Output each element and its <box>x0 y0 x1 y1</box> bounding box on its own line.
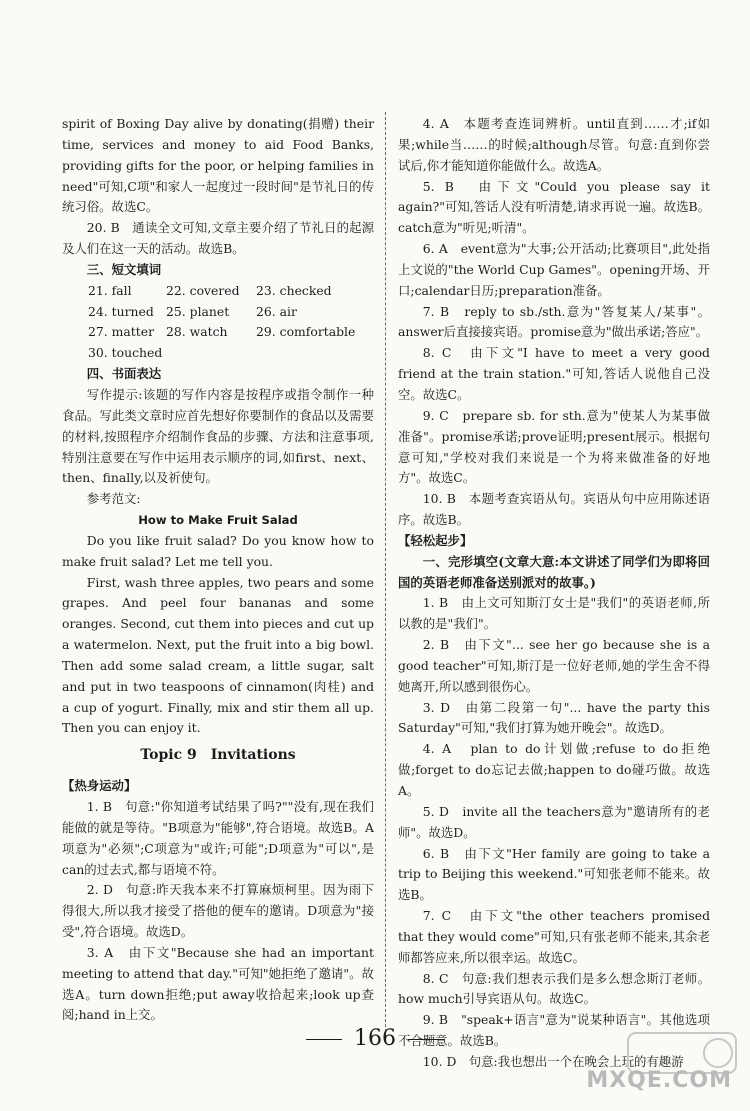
page-number-text: 166 <box>354 1026 396 1051</box>
grid-cell: 29. comfortable <box>256 324 356 340</box>
grid-row <box>88 281 374 302</box>
essay-paragraph-1: Do you like fruit salad? Do you know how to make fruit salad? Let me tell you. <box>62 532 374 569</box>
grid-row <box>88 343 374 364</box>
warmup-answer-3: 3. A 由下文"Because she had an important meeting to attend that day."可知"她拒绝了邀请"。故选A。turn down拒绝;put away收拾起来;look up查阅;hand in上交。 <box>62 944 374 1023</box>
grid-cell: 22. covered <box>166 282 240 298</box>
easy-start-heading: 【轻松起步】 <box>398 532 473 548</box>
cloze-answer-10: 10. D 句意:我也想出一个在晚会上玩的有趣游 <box>422 1053 684 1069</box>
answer-7: 7. B reply to sb./sth.意为"答复某人/某事"。answer后直接接宾语。promise意为"做出承诺;答应"。 <box>398 303 710 340</box>
grid-cell: 26. air <box>256 303 297 319</box>
warmup-answer-2: 2. D 句意:昨天我本来不打算麻烦柯里。因为雨下得很大,所以我才接受了搭他的便车的邀请。D项意为"接受",符合语境。故选D。 <box>62 882 374 940</box>
watermark-text: MXQE.COM <box>586 1068 732 1093</box>
grid-cell: 28. watch <box>166 324 228 340</box>
section-heading-writing: 四、书面表达 <box>86 366 162 382</box>
warmup-answer-1: 1. B 句意:"你知道考试结果了吗?""没有,现在我们能做的就是等待。"B项意为"能够",符合语境。故选B。A项意为"必须";C项意为"或许;可能";D项意为"可以",是can的过去式,都与语境不符。 <box>62 799 374 877</box>
answer-6: 6. A event意为"大事;公开活动;比赛项目",此处指上文说的"the World Cup Games"。opening开场、开口;calendar日历;preparation准备。 <box>398 241 710 298</box>
left-paragraph-1: spirit of Boxing Day alive by donating(捐赠) their time, services and money to aid Food Banks, providing gifts for the poor, or helping families in need"可知,C项"和家人一起度过一段时间"是节礼日的传统习俗。故选C。 <box>62 116 374 215</box>
cloze-answer-2: 2. B 由下文"... see her go because she is a good teacher"可知,斯汀是一位好老师,她的学生舍不得她离开,所以感到很伤心。 <box>398 637 710 694</box>
answer-4: 4. A 本题考查连词辨析。until直到……才;if如果;while当……的时候;although尽管。句意:直到你尝试后,你才能知道你能做什么。故选A。 <box>398 116 710 173</box>
writing-tips: 写作提示:该题的写作内容是按程序或指令制作一种食品。写此类文章时应首先想好你要制作的食品以及需要的材料,按照程序介绍制作食品的步骤、方法和注意事项,特别注意要在写作中运用表示顺序的词,如first、next、then、finally,以及祈使句。 <box>62 386 374 486</box>
watermark-logo <box>586 1029 742 1101</box>
essay-title: How to Make Fruit Salad <box>138 513 298 528</box>
page-number-dash-right <box>408 1039 444 1040</box>
section-heading-fill-words: 三、短文填词 <box>86 261 162 277</box>
answer-10: 10. B 本题考查宾语从句。宾语从句中应用陈述语序。故选B。 <box>398 491 710 528</box>
essay-paragraph-2: First, wash three apples, two pears and some grapes. And peel four bananas and some oranges. Second, cut them into pieces and cut up a watermelon. Next, put the fruit into a big bowl. Then add some salad cream, a little sugar, salt and put in two teaspoons of cinnamon(肉桂) and a cup of yogurt. Finally, mix and stir them all up. Then you can enjoy it. <box>62 574 374 736</box>
cloze-answer-8: 8. C 句意:我们想表示我们是多么想念斯汀老师。how much引导宾语从句。故选C。 <box>398 970 710 1007</box>
fill-words-grid <box>62 281 374 364</box>
cloze-answer-5: 5. D invite all the teachers意为"邀请所有的老师"。故选D。 <box>398 803 710 840</box>
page-number-dash-left <box>306 1039 342 1040</box>
grid-cell: 21. fall <box>88 282 132 298</box>
grid-cell: 24. turned <box>88 303 154 319</box>
grid-cell: 23. checked <box>256 282 332 298</box>
column-divider <box>385 112 386 1037</box>
grid-cell: 27. matter <box>88 324 154 340</box>
left-column <box>62 114 374 1026</box>
cloze-answer-4: 4. A plan to do计划做;refuse to do拒绝做;forget to do忘记去做;happen to do碰巧做。故选A。 <box>398 741 710 798</box>
cloze-answer-1: 1. B 由上文可知斯汀女士是"我们"的英语老师,所以教的是"我们"。 <box>398 595 710 632</box>
answer-9: 9. C prepare sb. for sth.意为"使某人为某事做准备"。promise承诺;prove证明;present展示。根据句意可知,"学校对我们来说是一个为将来做准备的好地方"。故选C。 <box>398 407 710 486</box>
cloze-answer-9: 9. B "speak+语言"意为"说某种语言"。其他选项不合题意。故选B。 <box>398 1012 710 1049</box>
grid-cell: 25. planet <box>166 303 230 319</box>
cloze-heading: 一、完形填空(文章大意:本文讲述了同学们为即将回国的英语老师准备送别派对的故事。) <box>398 553 710 590</box>
grid-row <box>88 302 374 323</box>
sample-label: 参考范文: <box>86 491 141 507</box>
cloze-answer-7: 7. C 由下文"the other teachers promised that they would come"可知,只有张老师不能来,其余老师都答应来,所以很幸运。故选C。 <box>398 908 710 965</box>
answer-8: 8. C 由下文"I have to meet a very good friend at the train station."可知,答话人说他自己没空。故选C。 <box>398 345 710 402</box>
answer-5: 5. B 由下文"Could you please say it again?"可知,答话人没有听清楚,请求再说一遍。故选B。catch意为"听见;听清"。 <box>398 178 710 236</box>
warmup-heading: 【热身运动】 <box>62 778 137 794</box>
cloze-answer-6: 6. B 由下文"Her family are going to take a trip to Beijing this weekend."可知张老师不能来。故选B。 <box>398 845 710 903</box>
answer-20: 20. B 通读全文可知,文章主要介绍了节礼日的起源及人们在这一天的活动。故选B。 <box>62 220 374 257</box>
right-column <box>398 114 710 1073</box>
cloze-answer-3: 3. D 由第二段第一句"... have the party this Saturday"可知,"我们打算为她开晚会"。故选D。 <box>398 699 710 736</box>
grid-cell: 30. touched <box>88 345 163 361</box>
grid-row <box>88 322 374 343</box>
topic-heading: Topic 9 Invitations <box>140 747 296 764</box>
